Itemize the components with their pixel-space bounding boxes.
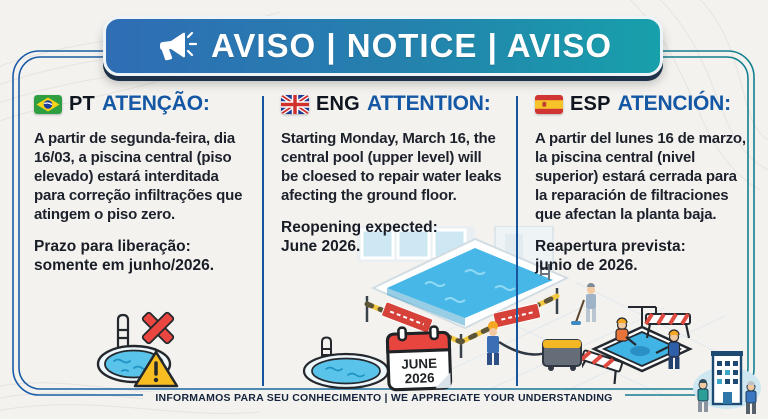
note-line: Reapertura prevista: bbox=[535, 238, 686, 256]
uk-flag-icon bbox=[281, 95, 309, 114]
pool-repair-workers-icon bbox=[582, 297, 702, 389]
note-line: Reopening expected: bbox=[281, 219, 438, 237]
note-line: somente em junho/2026. bbox=[34, 257, 215, 275]
pool-icon bbox=[300, 332, 395, 390]
column-note bbox=[535, 237, 749, 275]
column-heading: ATENCIÓN: bbox=[617, 92, 731, 115]
column-eng-header bbox=[281, 92, 502, 116]
column-heading: ATTENTION: bbox=[366, 92, 491, 115]
column-esp bbox=[535, 92, 749, 276]
spain-flag-icon bbox=[535, 95, 563, 114]
banner-title: AVISO | NOTICE | AVISO bbox=[210, 27, 613, 64]
megaphone-icon bbox=[154, 29, 198, 63]
closed-pool-red-x-warning-icon bbox=[92, 306, 187, 392]
column-esp-header bbox=[535, 92, 749, 116]
note-line: Prazo para liberação: bbox=[34, 238, 191, 256]
column-body: A partir del lunes 16 de marzo, la piscina central (nivel superior) estará cerrada para la reparación de filtraciones que afectan la planta baja. bbox=[535, 130, 746, 224]
banner bbox=[103, 16, 663, 76]
column-pt bbox=[34, 92, 247, 276]
column-body: A partir de segunda-feira, dia 16/03, a piscina central (piso elevado) estará interditada para correção infiltrações que atingem o piso zero. bbox=[34, 130, 243, 224]
column-heading: ATENÇÃO: bbox=[101, 92, 210, 115]
column-divider bbox=[516, 96, 518, 386]
note-line: June 2026. bbox=[281, 238, 361, 256]
footer-text: INFORMAMOS PARA SEU CONHECIMENTO | WE APPRECIATE YOUR UNDERSTANDING bbox=[143, 392, 624, 404]
calendar-year: 2026 bbox=[404, 370, 435, 387]
column-body: Starting Monday, March 16, the central pool (upper level) will be cloesed to repair water leaks afecting the ground floor. bbox=[281, 130, 502, 205]
column-divider bbox=[262, 96, 264, 386]
brazil-flag-icon bbox=[34, 95, 62, 114]
column-eng bbox=[281, 92, 502, 257]
column-note bbox=[34, 237, 247, 275]
language-code: ENG bbox=[316, 92, 360, 115]
calendar-icon bbox=[384, 324, 456, 394]
language-code: PT bbox=[69, 92, 95, 115]
language-code: ESP bbox=[570, 92, 611, 115]
column-pt-header bbox=[34, 92, 247, 116]
calendar-month: JUNE bbox=[401, 355, 438, 372]
note-line: junio de 2026. bbox=[535, 257, 638, 275]
column-note bbox=[281, 218, 502, 256]
footer bbox=[0, 388, 768, 406]
